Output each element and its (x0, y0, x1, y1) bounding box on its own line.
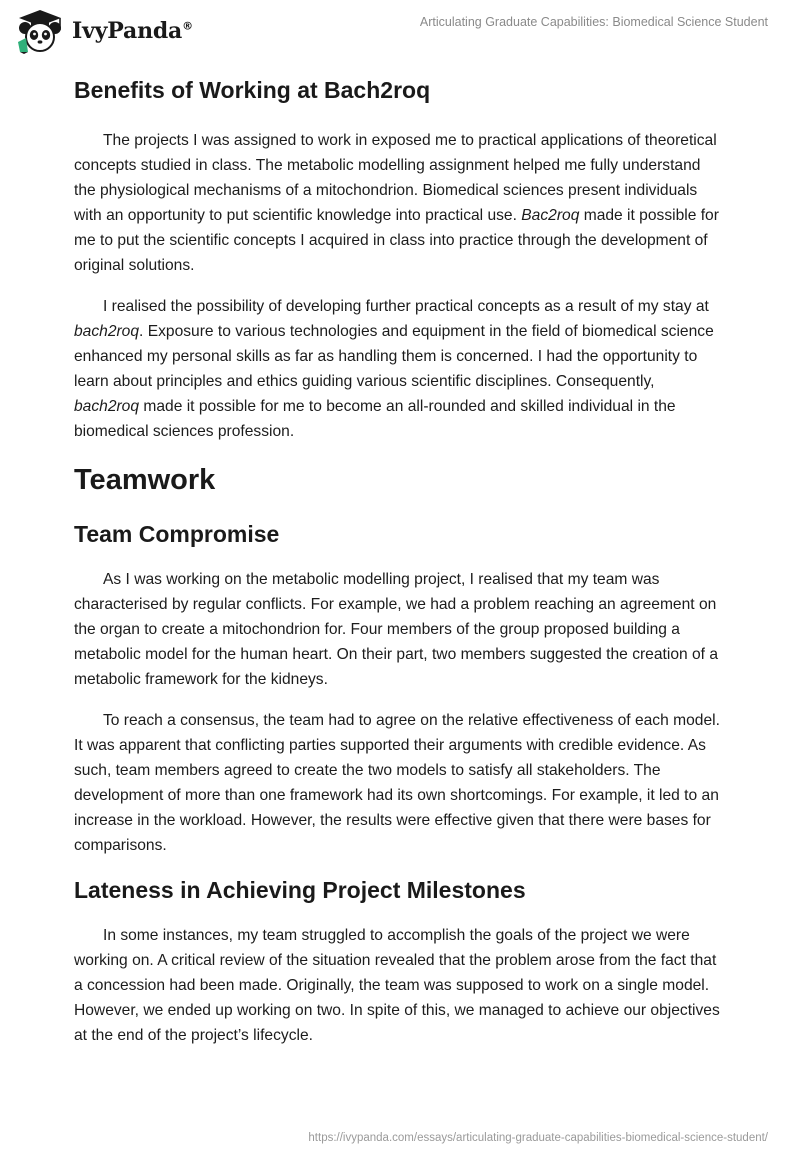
brand-name: IvyPanda® (72, 18, 193, 44)
brand-logo[interactable] (14, 8, 193, 54)
paragraph-benefits-1: The projects I was assigned to work in exposed me to practical applications of theoretical concepts studied in class. The metabolic modelling assignment helped me fully understand the physiological mechanisms of a mitochondrion. Biomedical sciences present individuals with an opportunity to put scientific knowledge into practical use. Bac2roq made it possible for me to put the scientific concepts I acquired in class into practice through the development of original solutions. (74, 132, 719, 274)
paragraph-compromise-1: As I was working on the metabolic modelling project, I realised that my team was characterised by regular conflicts. For example, we had a problem reaching an agreement on the organ to create a mitochondrion for. Four members of the group proposed building a metabolic model for the human heart. On their part, two members suggested the creation of a metabolic framework for the kidneys. (74, 571, 719, 688)
paragraph-compromise-2: To reach a consensus, the team had to agree on the relative effectiveness of each model. It was apparent that conflicting parties supported their arguments with credible evidence. As such, team members agreed to create the two models to satisfy all stakeholders. The development of more than one framework had its own shortcomings. For example, it led to an increase in the workload. However, the results were effective given that there were bases for comparisons. (74, 712, 720, 854)
heading-team-compromise: Team Compromise (74, 521, 280, 547)
heading-lateness: Lateness in Achieving Project Milestones (74, 877, 526, 903)
panda-logo-icon (14, 8, 66, 54)
heading-teamwork: Teamwork (74, 464, 216, 496)
heading-benefits: Benefits of Working at Bach2roq (74, 77, 431, 103)
paragraph-benefits-2: I realised the possibility of developing further practical concepts as a result of my stay at bach2roq. Exposure to various technologies and equipment in the field of biomedical science enhanced my personal skills as far as handling them is concerned. I had the opportunity to learn about principles and ethics guiding various scientific disciplines. Consequently, bach2roq made it possible for me to become an all-rounded and skilled individual in the biomedical sciences profession. (74, 298, 714, 440)
document-title: Articulating Graduate Capabilities: Biomedical Science Student (419, 15, 768, 29)
source-url[interactable]: https://ivypanda.com/essays/articulating-graduate-capabilities-biomedical-science-student/ (308, 1132, 768, 1144)
paragraph-lateness-1: In some instances, my team struggled to accomplish the goals of the project we were working on. A critical review of the situation revealed that the problem arose from the fact that a concession had been made. Originally, the team was supposed to work on a single model. However, we ended up working on two. In spite of this, we managed to achieve our objectives at the end of the project’s lifecycle. (74, 927, 720, 1044)
page-header (0, 0, 800, 60)
essay-content (74, 70, 722, 1048)
